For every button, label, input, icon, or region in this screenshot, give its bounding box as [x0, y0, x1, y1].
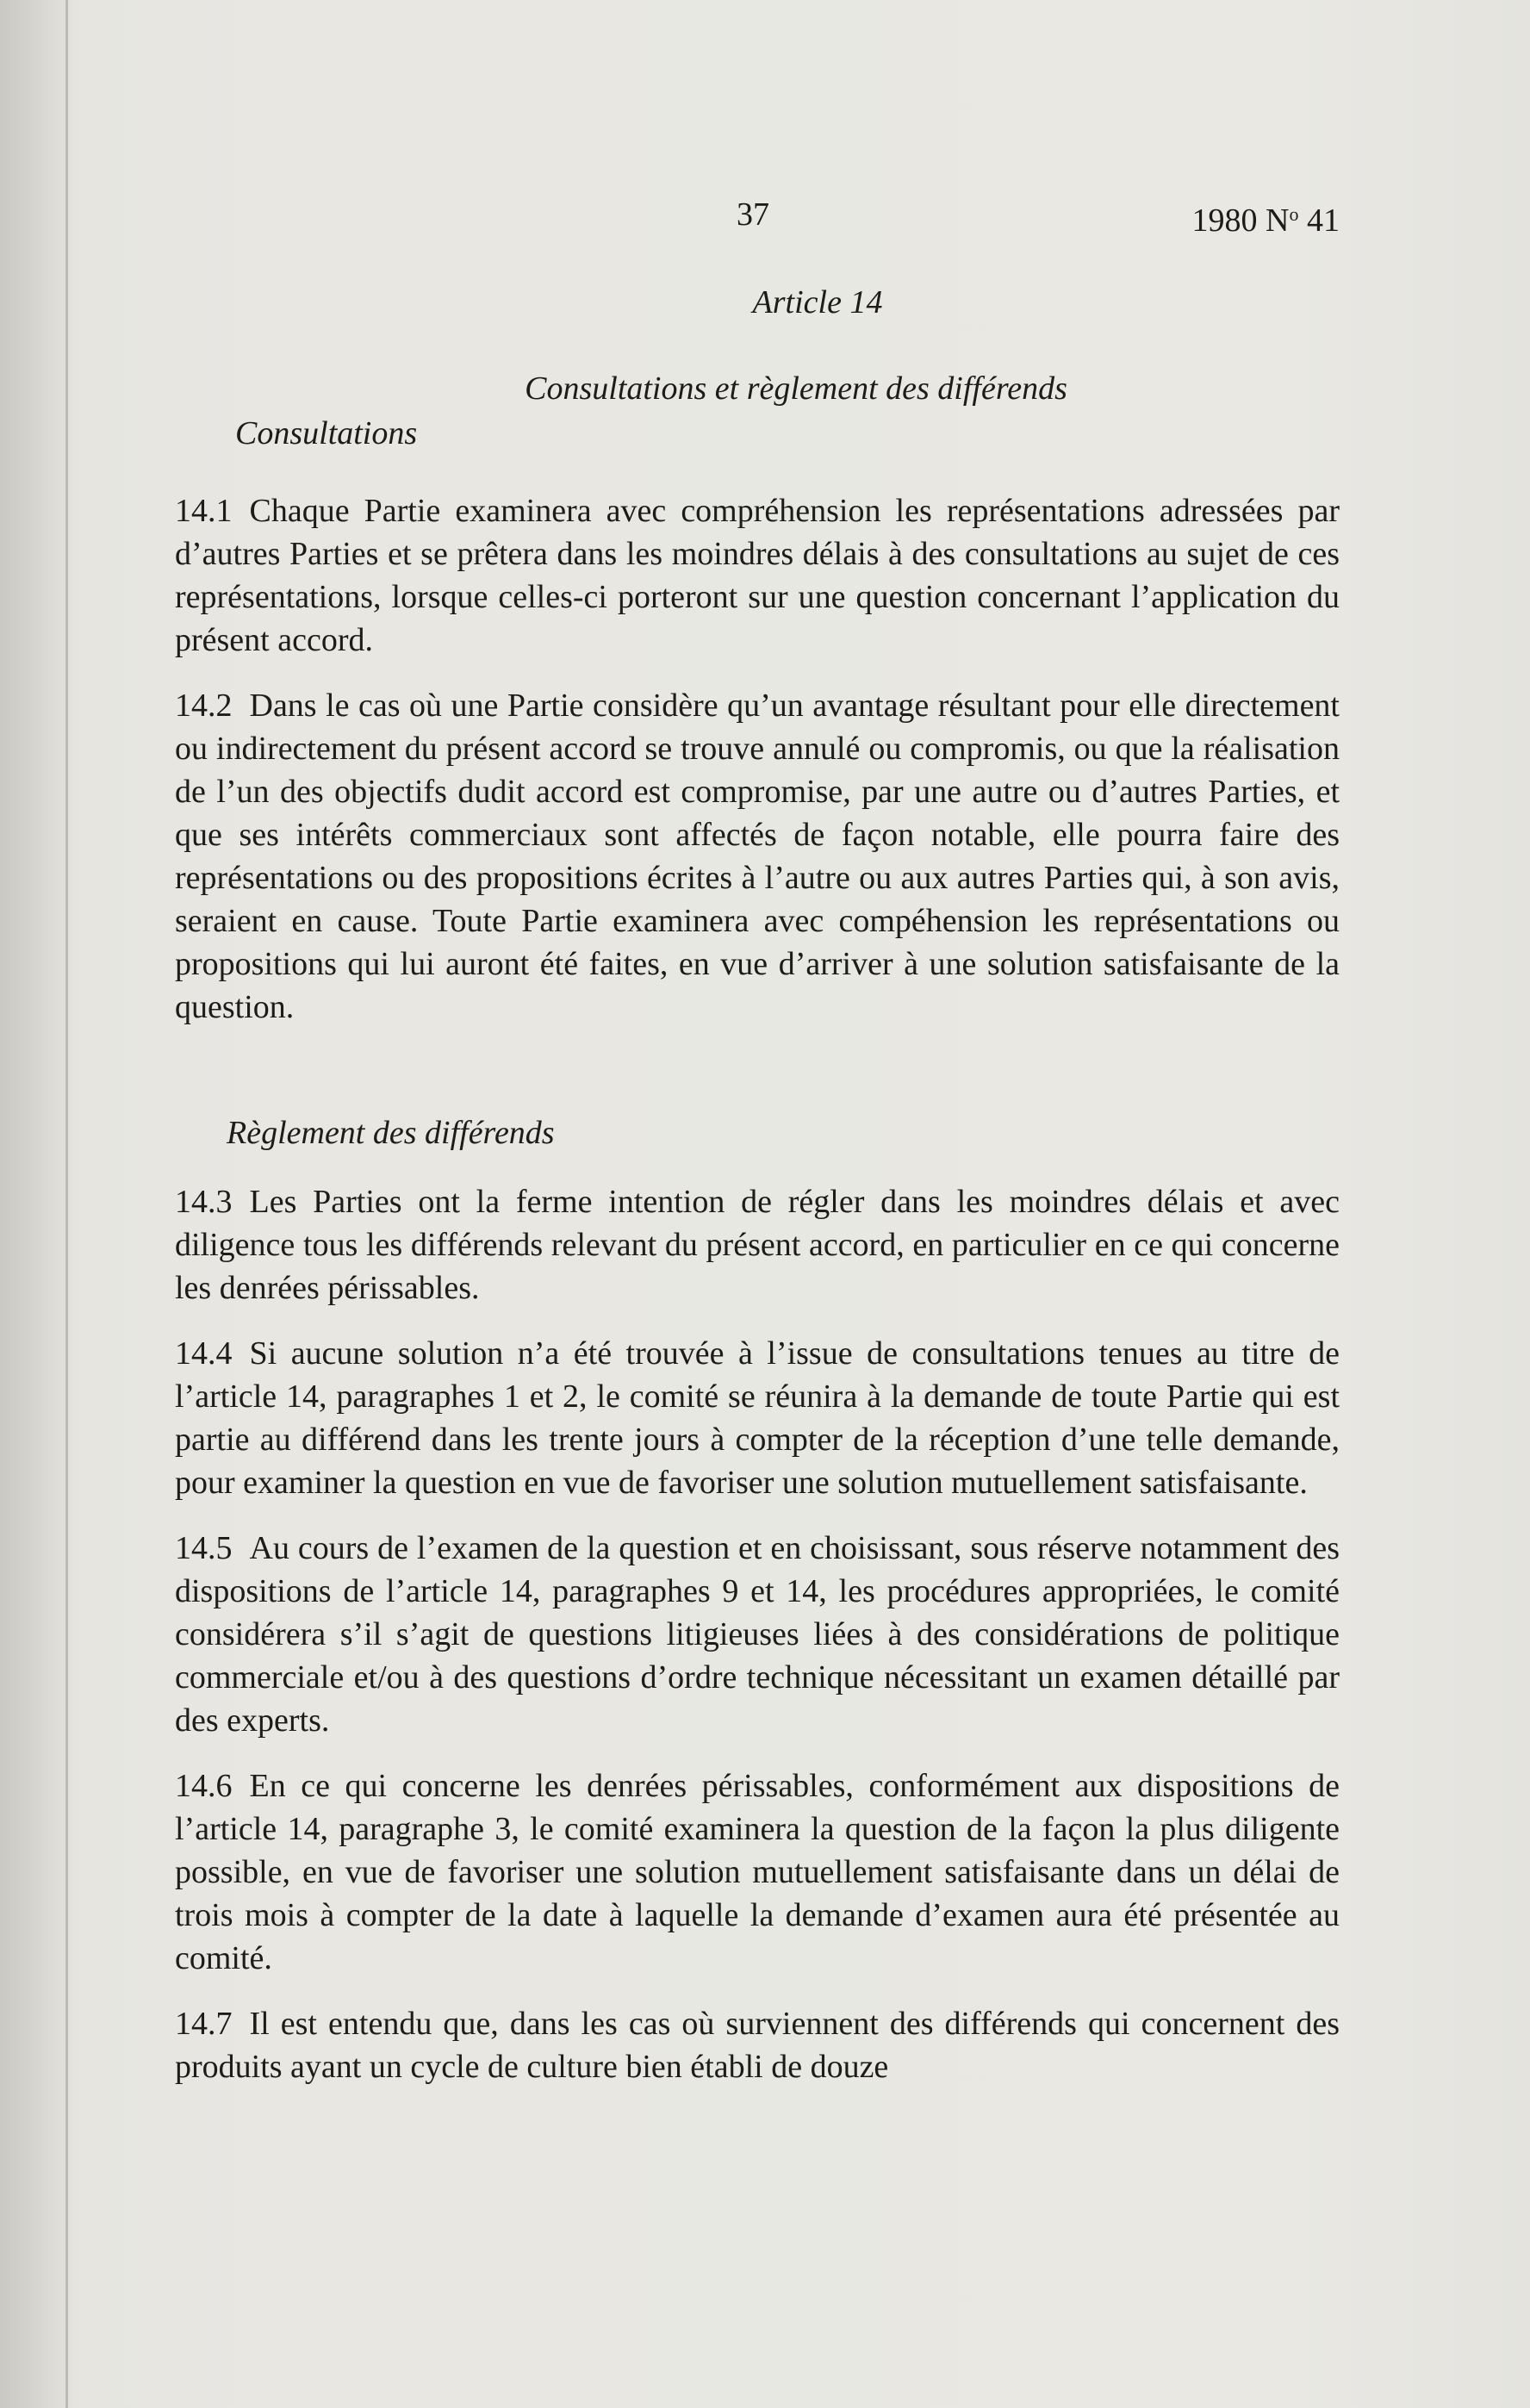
binding-fold [65, 0, 68, 2408]
page-number: 37 [737, 196, 769, 233]
paragraph-number: 14.7 [175, 2006, 233, 2042]
number-superscript: o [1289, 203, 1299, 225]
article-subtitle: Consultations et règlement des différends [525, 370, 1067, 407]
paragraph-text: Il est entendu que, dans les cas où surviennent des différends qui concernent des produits ayant un cycle de culture bien établi de douze [175, 2006, 1340, 2085]
publication-issue: 41 [1307, 202, 1340, 239]
paragraph-14-5 [175, 1527, 1340, 1742]
paragraph-number: 14.5 [175, 1530, 233, 1566]
paragraph-number: 14.6 [175, 1768, 233, 1804]
publication-reference [1192, 190, 1340, 246]
paragraph-number: 14.1 [175, 493, 233, 529]
paragraph-14-6 [175, 1764, 1340, 1980]
paragraph-14-2 [175, 684, 1340, 1029]
page-content [175, 190, 1340, 2088]
publication-year: 1980 N [1191, 202, 1290, 239]
paragraph-text: Chaque Partie examinera avec compréhension les représentations adressées par d’autres Parties et se prêtera dans les moindres délais à des consultations au sujet de ces représentations, lorsque celles-ci porteront sur une question concernant l’application du présent accord. [175, 493, 1340, 658]
article-title: Article 14 [752, 284, 883, 320]
paragraph-text: Les Parties ont la ferme intention de régler dans les moindres délais et avec diligence tous les différends relevant du présent accord, en particulier en ce qui concerne les denrées périssables. [175, 1184, 1340, 1306]
section-heading-consultations: Consultations [235, 415, 418, 451]
paragraph-number: 14.4 [175, 1335, 233, 1372]
paragraph-text: Si aucune solution n’a été trouvée à l’issue de consultations tenues au titre de l’article 14, paragraphes 1 et 2, le comité se réunira à la demande de toute Partie qui est partie au différend dans les trente jours à compter de la réception d’une telle demande, pour examiner la question en vue de favoriser une solution mutuellement satisfaisante. [175, 1335, 1340, 1501]
paragraph-text: Dans le cas où une Partie considère qu’un avantage résultant pour elle directement ou indirectement du présent accord se trouve annulé ou compromis, ou que la réalisation de l’un des objectifs dudit accord est compromise, par une autre ou d’autres Parties, et que ses intérêts commerciaux sont affectés de façon notable, elle pourra faire des représentations ou des propositions écrites à l’autre ou aux autres Parties qui, à son avis, seraient en cause. Toute Partie examinera avec compéhension les représentations ou propositions qui lui auront été faites, en vue d’arriver à une solution satisfaisante de la question. [175, 688, 1340, 1025]
paragraph-14-1 [175, 489, 1340, 662]
paragraph-14-7 [175, 2002, 1340, 2088]
paragraph-14-3 [175, 1180, 1340, 1310]
paragraph-number: 14.3 [175, 1184, 233, 1220]
section-heading-dispute-settlement: Règlement des différends [227, 1115, 555, 1151]
paragraph-text: Au cours de l’examen de la question et en choisissant, sous réserve notamment des dispositions de l’article 14, paragraphes 9 et 14, les procédures appropriées, le comité considérera s’il s’agit de questions litigieuses liées à des considérations de politique commerciale et/ou à des questions d’ordre technique nécessitant un examen détaillé par des experts. [175, 1530, 1340, 1739]
page-header [175, 190, 1340, 240]
paragraph-number: 14.2 [175, 688, 233, 724]
paragraph-text: En ce qui concerne les denrées périssables, conformément aux dispositions de l’article 14, paragraphe 3, le comité examinera la question de la façon la plus diligente possible, en vue de favoriser une solution mutuellement satisfaisante dans un délai de trois mois à compter de la date à laquelle la demande d’examen aura été présentée au comité. [175, 1768, 1340, 1976]
paragraph-14-4 [175, 1332, 1340, 1504]
